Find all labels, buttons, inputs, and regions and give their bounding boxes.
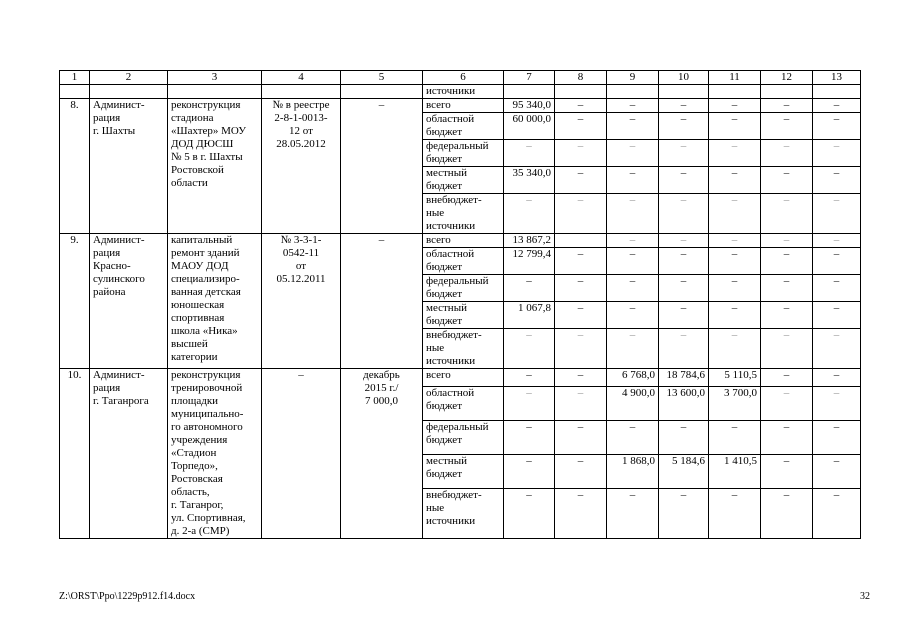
registry-info: № 3-3-1- 0542-11 от 05.12.2011 (262, 234, 341, 369)
value-cell: 5 110,5 (709, 369, 761, 387)
column-header: 12 (761, 71, 813, 85)
value-cell: – (761, 99, 813, 113)
value-cell: – (607, 167, 659, 194)
source-label: всего (423, 369, 504, 387)
column-header: 4 (262, 71, 341, 85)
value-cell: – (555, 275, 607, 302)
value-cell: – (813, 329, 861, 369)
column-header: 13 (813, 71, 861, 85)
source-label: внебюджет- ные источники (423, 194, 504, 234)
value-cell: – (761, 194, 813, 234)
empty-cell (761, 85, 813, 99)
value-cell: – (709, 275, 761, 302)
value-cell: – (761, 275, 813, 302)
value-cell: – (659, 167, 709, 194)
source-label: федеральный бюджет (423, 420, 504, 454)
value-cell: – (607, 302, 659, 329)
empty-cell (262, 85, 341, 99)
column-header: 3 (168, 71, 262, 85)
source-label: федеральный бюджет (423, 140, 504, 167)
empty-cell (659, 85, 709, 99)
value-cell: – (659, 113, 709, 140)
value-cell: – (761, 113, 813, 140)
value-cell: – (607, 488, 659, 538)
value-cell: – (659, 234, 709, 248)
value-cell: – (555, 369, 607, 387)
value-cell: – (607, 113, 659, 140)
continuation-row (60, 85, 861, 99)
source-label: федеральный бюджет (423, 275, 504, 302)
empty-cell (607, 85, 659, 99)
value-cell: – (709, 329, 761, 369)
value-cell: – (659, 140, 709, 167)
value-cell: – (555, 113, 607, 140)
value-cell: 1 067,8 (504, 302, 555, 329)
row-number: 8. (60, 99, 90, 234)
source-label: всего (423, 234, 504, 248)
value-cell: 60 000,0 (504, 113, 555, 140)
column-header: 10 (659, 71, 709, 85)
value-cell: – (761, 234, 813, 248)
empty-cell (709, 85, 761, 99)
deadline: – (341, 99, 423, 234)
object-name: реконструкция тренировочной площадки муниципально- го автономного учреждения «Стадион Торпедо», Ростовская область, г. Таганрог, ул. Спортивная, д. 2-а (СМР) (168, 369, 262, 539)
value-cell: 13 600,0 (659, 386, 709, 420)
value-cell: 5 184,6 (659, 454, 709, 488)
value-cell: – (761, 369, 813, 387)
value-cell: 1 868,0 (607, 454, 659, 488)
table-row (60, 234, 861, 248)
value-cell: – (813, 275, 861, 302)
value-cell: – (761, 454, 813, 488)
source-label: местный бюджет (423, 302, 504, 329)
source-label: источники (423, 85, 504, 99)
value-cell: – (813, 488, 861, 538)
value-cell: – (761, 140, 813, 167)
value-cell: – (709, 140, 761, 167)
value-cell: 3 700,0 (709, 386, 761, 420)
value-cell: – (607, 248, 659, 275)
registry-info: № в реестре 2-8-1-0013- 12 от 28.05.2012 (262, 99, 341, 234)
source-label: местный бюджет (423, 167, 504, 194)
source-label: областной бюджет (423, 386, 504, 420)
value-cell: – (555, 488, 607, 538)
value-cell: – (607, 329, 659, 369)
value-cell: – (813, 194, 861, 234)
organization: Админист- рация г. Таганрога (90, 369, 168, 539)
empty-cell (60, 85, 90, 99)
column-header: 9 (607, 71, 659, 85)
value-cell: – (555, 454, 607, 488)
value-cell: 6 768,0 (607, 369, 659, 387)
empty-cell (341, 85, 423, 99)
deadline: декабрь 2015 г./ 7 000,0 (341, 369, 423, 539)
registry-info: – (262, 369, 341, 539)
value-cell: 35 340,0 (504, 167, 555, 194)
header-row (60, 71, 861, 85)
value-cell: – (659, 329, 709, 369)
value-cell: – (504, 488, 555, 538)
value-cell: 13 867,2 (504, 234, 555, 248)
value-cell: – (555, 420, 607, 454)
value-cell: – (813, 234, 861, 248)
value-cell: – (659, 275, 709, 302)
value-cell: – (555, 99, 607, 113)
value-cell: – (504, 369, 555, 387)
value-cell: – (709, 167, 761, 194)
value-cell: – (555, 194, 607, 234)
value-cell: 1 410,5 (709, 454, 761, 488)
value-cell: – (813, 167, 861, 194)
organization: Админист- рация Красно- сулинского района (90, 234, 168, 369)
value-cell: – (813, 386, 861, 420)
value-cell: – (813, 369, 861, 387)
value-cell: – (607, 194, 659, 234)
column-header: 1 (60, 71, 90, 85)
value-cell: – (709, 302, 761, 329)
value-cell: – (607, 420, 659, 454)
value-cell: – (607, 140, 659, 167)
value-cell: – (709, 488, 761, 538)
value-cell: – (813, 140, 861, 167)
value-cell: – (761, 488, 813, 538)
value-cell: – (659, 302, 709, 329)
file-path: Z:\ORST\Ppo\1229p912.f14.docx (59, 591, 196, 602)
value-cell: – (761, 420, 813, 454)
value-cell: – (659, 488, 709, 538)
value-cell: – (659, 248, 709, 275)
budget-table (59, 70, 861, 539)
value-cell: 95 340,0 (504, 99, 555, 113)
value-cell: – (813, 113, 861, 140)
page-number: 32 (860, 591, 870, 602)
value-cell: – (504, 275, 555, 302)
value-cell: – (761, 167, 813, 194)
table-row (60, 99, 861, 113)
value-cell: – (813, 454, 861, 488)
value-cell: 18 784,6 (659, 369, 709, 387)
column-header: 7 (504, 71, 555, 85)
column-header: 5 (341, 71, 423, 85)
object-name: реконструкция стадиона «Шахтер» МОУ ДОД ДЮСШ № 5 в г. Шахты Ростовской области (168, 99, 262, 234)
value-cell: – (709, 113, 761, 140)
source-label: областной бюджет (423, 248, 504, 275)
value-cell: – (659, 420, 709, 454)
column-header: 2 (90, 71, 168, 85)
organization: Админист- рация г. Шахты (90, 99, 168, 234)
value-cell: – (555, 167, 607, 194)
value-cell: – (813, 420, 861, 454)
row-number: 10. (60, 369, 90, 539)
value-cell: – (607, 234, 659, 248)
row-number: 9. (60, 234, 90, 369)
value-cell: – (761, 329, 813, 369)
column-header: 8 (555, 71, 607, 85)
source-label: местный бюджет (423, 454, 504, 488)
value-cell: – (555, 302, 607, 329)
value-cell: 12 799,4 (504, 248, 555, 275)
value-cell: – (555, 329, 607, 369)
value-cell: – (555, 140, 607, 167)
value-cell: – (504, 140, 555, 167)
value-cell: – (555, 386, 607, 420)
value-cell: – (709, 194, 761, 234)
value-cell: – (504, 386, 555, 420)
value-cell: – (504, 454, 555, 488)
object-name: капитальный ремонт зданий МАОУ ДОД специализиро- ванная детская юношеская спортивная школа «Ника» высшей категории (168, 234, 262, 369)
value-cell: – (761, 386, 813, 420)
column-header: 6 (423, 71, 504, 85)
value-cell: – (555, 248, 607, 275)
value-cell: – (709, 248, 761, 275)
value-cell: – (607, 275, 659, 302)
value-cell: – (709, 99, 761, 113)
source-label: всего (423, 99, 504, 113)
value-cell: – (659, 194, 709, 234)
source-label: внебюджет- ные источники (423, 329, 504, 369)
empty-cell (555, 85, 607, 99)
value-cell: – (504, 329, 555, 369)
value-cell: – (607, 99, 659, 113)
value-cell: 4 900,0 (607, 386, 659, 420)
empty-cell (168, 85, 262, 99)
empty-cell (90, 85, 168, 99)
deadline: – (341, 234, 423, 369)
source-label: внебюджет- ные источники (423, 488, 504, 538)
column-header: 11 (709, 71, 761, 85)
value-cell (555, 234, 607, 248)
value-cell: – (813, 248, 861, 275)
empty-cell (504, 85, 555, 99)
value-cell: – (504, 420, 555, 454)
value-cell: – (813, 99, 861, 113)
value-cell: – (813, 302, 861, 329)
source-label: областной бюджет (423, 113, 504, 140)
value-cell: – (761, 248, 813, 275)
value-cell: – (709, 420, 761, 454)
empty-cell (813, 85, 861, 99)
value-cell: – (504, 194, 555, 234)
value-cell: – (761, 302, 813, 329)
table-row (60, 369, 861, 387)
value-cell: – (659, 99, 709, 113)
value-cell: – (709, 234, 761, 248)
